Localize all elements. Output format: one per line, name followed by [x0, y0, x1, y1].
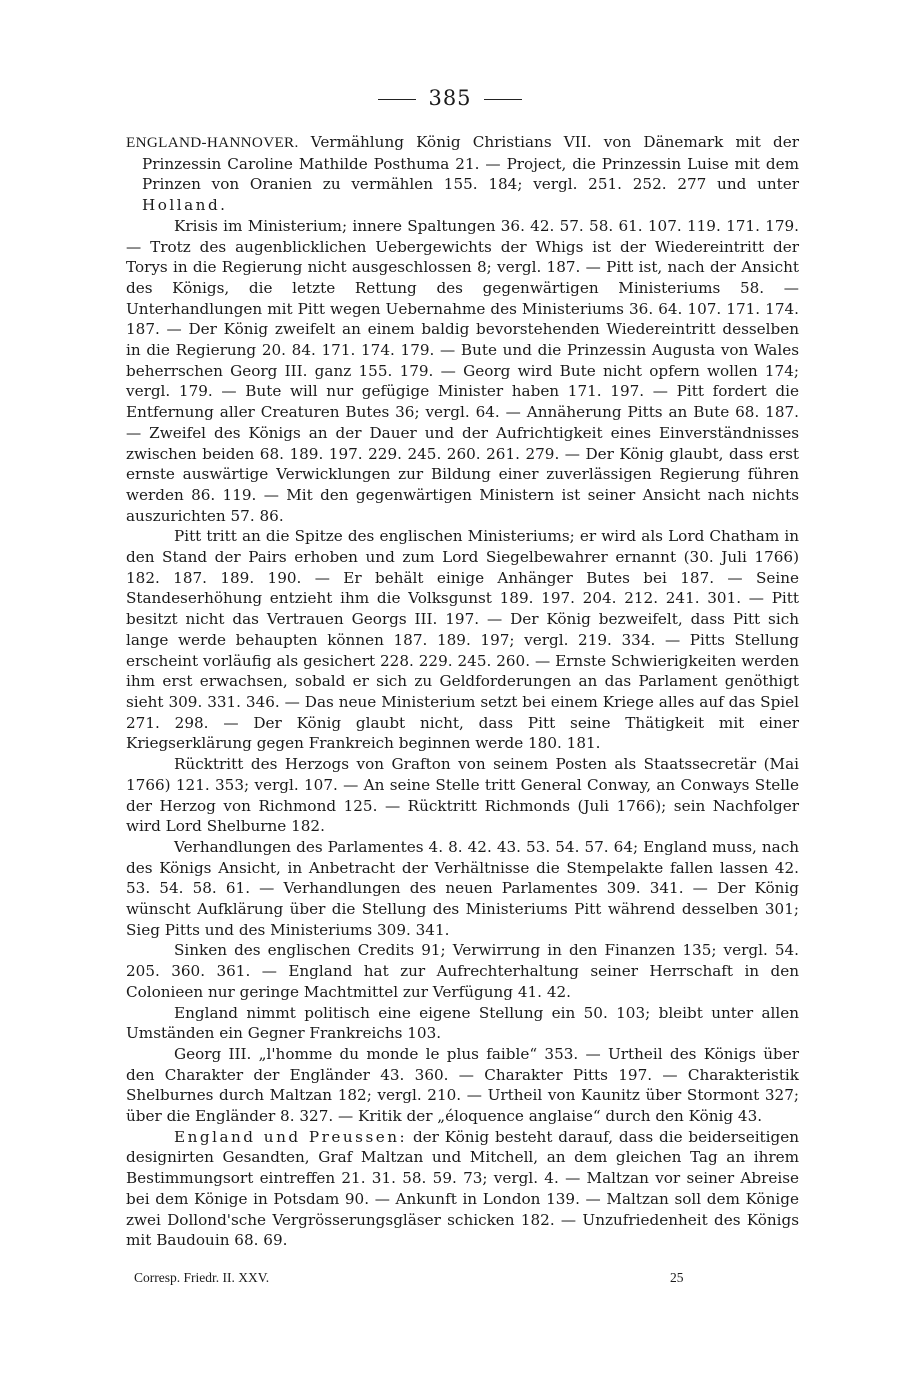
paragraph-ministerium-krisis: Krisis im Ministerium; innere Spaltungen 36. 42. 57. 58. 61. 107. 119. 171. 179. — Trotz des augenblicklichen Uebergewichts der Whigs ist der Wiedereintritt der Torys in die Regierung nicht ausgeschlossen 8; vergl. 187. — Pitt ist, nach der Ansicht des Königs, die letzte Rettung des gegenwärtigen Ministeriums 58. — Unterhandlungen mit Pitt wegen Uebernahme des Ministeriums 36. 64. 107. 171. 174. 187. — Der König zweifelt an einem baldig bevorstehenden Wiedereintritt desselben in die Regierung 20. 84. 171. 174. 179. — Bute und die Prinzessin Augusta von Wales beherrschen Georg III. ganz 155. 179. — Georg wird Bute nicht opfern wollen 174; vergl. 179. — Bute will nur gefügige Minister haben 171. 197. — Pitt fordert die Entfernung aller Creaturen Butes 36; vergl. 64. — Annäherung Pitts an Bute 68. 187. — Zweifel des Königs an der Dauer und der Aufrichtigkeit eines Einverständnisses zwischen beiden 68. 189. 197. 229. 245. 260. 261. 279. — Der König glaubt, dass erst ernste auswärtige Verwicklungen zur Bildung einer zuverlässigen Regierung führen werden 86. 119. — Mit den gegenwärtigen Ministern ist seiner Ansicht nach nichts auszurichten 57. 86. — [126, 216, 799, 525]
page-footer — [134, 1270, 694, 1286]
page-number — [0, 86, 900, 110]
paragraph-parlament: Verhandlungen des Parlamentes 4. 8. 42. 43. 53. 54. 57. 64; England muss, nach des Königs Ansicht, in Anbetracht der Verhältnisse die Stempelakte fallen lassen 42. 53. 54. 58. 61. — Verhandlungen des neuen Parlamentes 309. 341. — Der König wünscht Aufklärung über die Stellung des Ministeriums Pitt während desselben 301; Sieg Pitts und des Ministeriums 309. 341. — [126, 837, 799, 939]
page-number-text: 385 — [428, 86, 472, 110]
entry-intro-text: Vermählung König Christians VII. von Dänemark mit der Prinzessin Caroline Mathilde Posthuma 21. — Project, die Prinzessin Luise mit dem Prinzen von Oranien zu vermählen 155. 184; vergl. 251. 252. 277 und unter — [142, 133, 799, 194]
index-content — [126, 132, 799, 1251]
entry-lemma: ENGLAND-HANNOVER. — [126, 134, 299, 151]
paragraph-england-preussen-text: der König besteht darauf, dass die beiderseitigen designirten Gesandten, Graf Maltzan und Mitchell, an dem gleichen Tag an ihrem Bestimmungsort eintreffen 21. 31. 58. 59. 73; vergl. 4. — Maltzan vor seiner Abreise bei dem Könige in Potsdam 90. — Ankunft in London 139. — Maltzan soll dem Könige zwei Dollond'sche Vergrösserungsgläser schicken 182. — Unzufriedenheit des Königs mit Baudouin 68. 69. — [126, 1127, 800, 1250]
paragraph-credit-finanzen: Sinken des englischen Credits 91; Verwirrung in den Finanzen 135; vergl. 54. 205. 360. 361. — England hat zur Aufrechterhaltung seiner Herrschaft in den Colonieen nur geringe Machtmittel zur Verfügung 41. 42. — [126, 941, 799, 1001]
entry-intro-spaced: Holland. — [142, 196, 228, 215]
footer-signature: 25 — [670, 1270, 684, 1285]
paragraph-england-preussen — [126, 1127, 799, 1251]
subheading-england-preussen: England und Preussen: — [174, 1127, 408, 1146]
footer-source: Corresp. Friedr. II. XXV. — [134, 1270, 270, 1285]
paragraph-politische-stellung: England nimmt politisch eine eigene Stellung ein 50. 103; bleibt unter allen Umständen ein Gegner Frankreichs 103. — [126, 1003, 799, 1043]
page-number-dash-right — [484, 99, 522, 100]
paragraph-pitt-ministerium: Pitt tritt an die Spitze des englischen Ministeriums; er wird als Lord Chatham in den Stand der Pairs erhoben und zum Lord Siegelbewahrer ernannt (30. Juli 1766) 182. 187. 189. 190. — Er behält einige Anhänger Butes bei 187. — Seine Standeserhöhung entzieht ihm die Volksgunst 189. 197. 204. 212. 241. 301. — Pitt besitzt nicht das Vertrauen Georgs III. 197. — Der König bezweifelt, dass Pitt sich lange werde behaupten können 187. 189. 197; vergl. 219. 334. — Pitts Stellung erscheint vorläufig als gesichert 228. 229. 245. 260. — Ernste Schwierigkeiten werden ihm erst erwachsen, sobald er sich zu Geldforderungen an das Parlament genöthigt sieht 309. 331. 346. — Das neue Ministerium setzt bei einem Kriege alles auf das Spiel 271. 298. — Der König glaubt nicht, dass Pitt seine Thätigkeit mit einer Kriegserklärung gegen Frankreich beginnen werde 180. 181. — [126, 527, 799, 753]
page-number-dash-left — [378, 99, 416, 100]
entry-heading-paragraph — [126, 132, 799, 216]
paragraph-ruecktritt-grafton: Rücktritt des Herzogs von Grafton von seinem Posten als Staatssecretär (Mai 1766) 121. 353; vergl. 107. — An seine Stelle tritt General Conway, an Conways Stelle der Herzog von Richmond 125. — Rücktritt Richmonds (Juli 1766); sein Nachfolger wird Lord Shelburne 182. — [126, 755, 799, 836]
paragraph-georg-charakter: Georg III. „l'homme du monde le plus faible“ 353. — Urtheil des Königs über den Charakter der Engländer 43. 360. — Charakter Pitts 197. — Charakteristik Shelburnes durch Maltzan 182; vergl. 210. — Urtheil von Kaunitz über Stormont 327; über die Engländer 8. 327. — Kritik der „éloquence anglaise“ durch den König 43. — [126, 1044, 799, 1126]
